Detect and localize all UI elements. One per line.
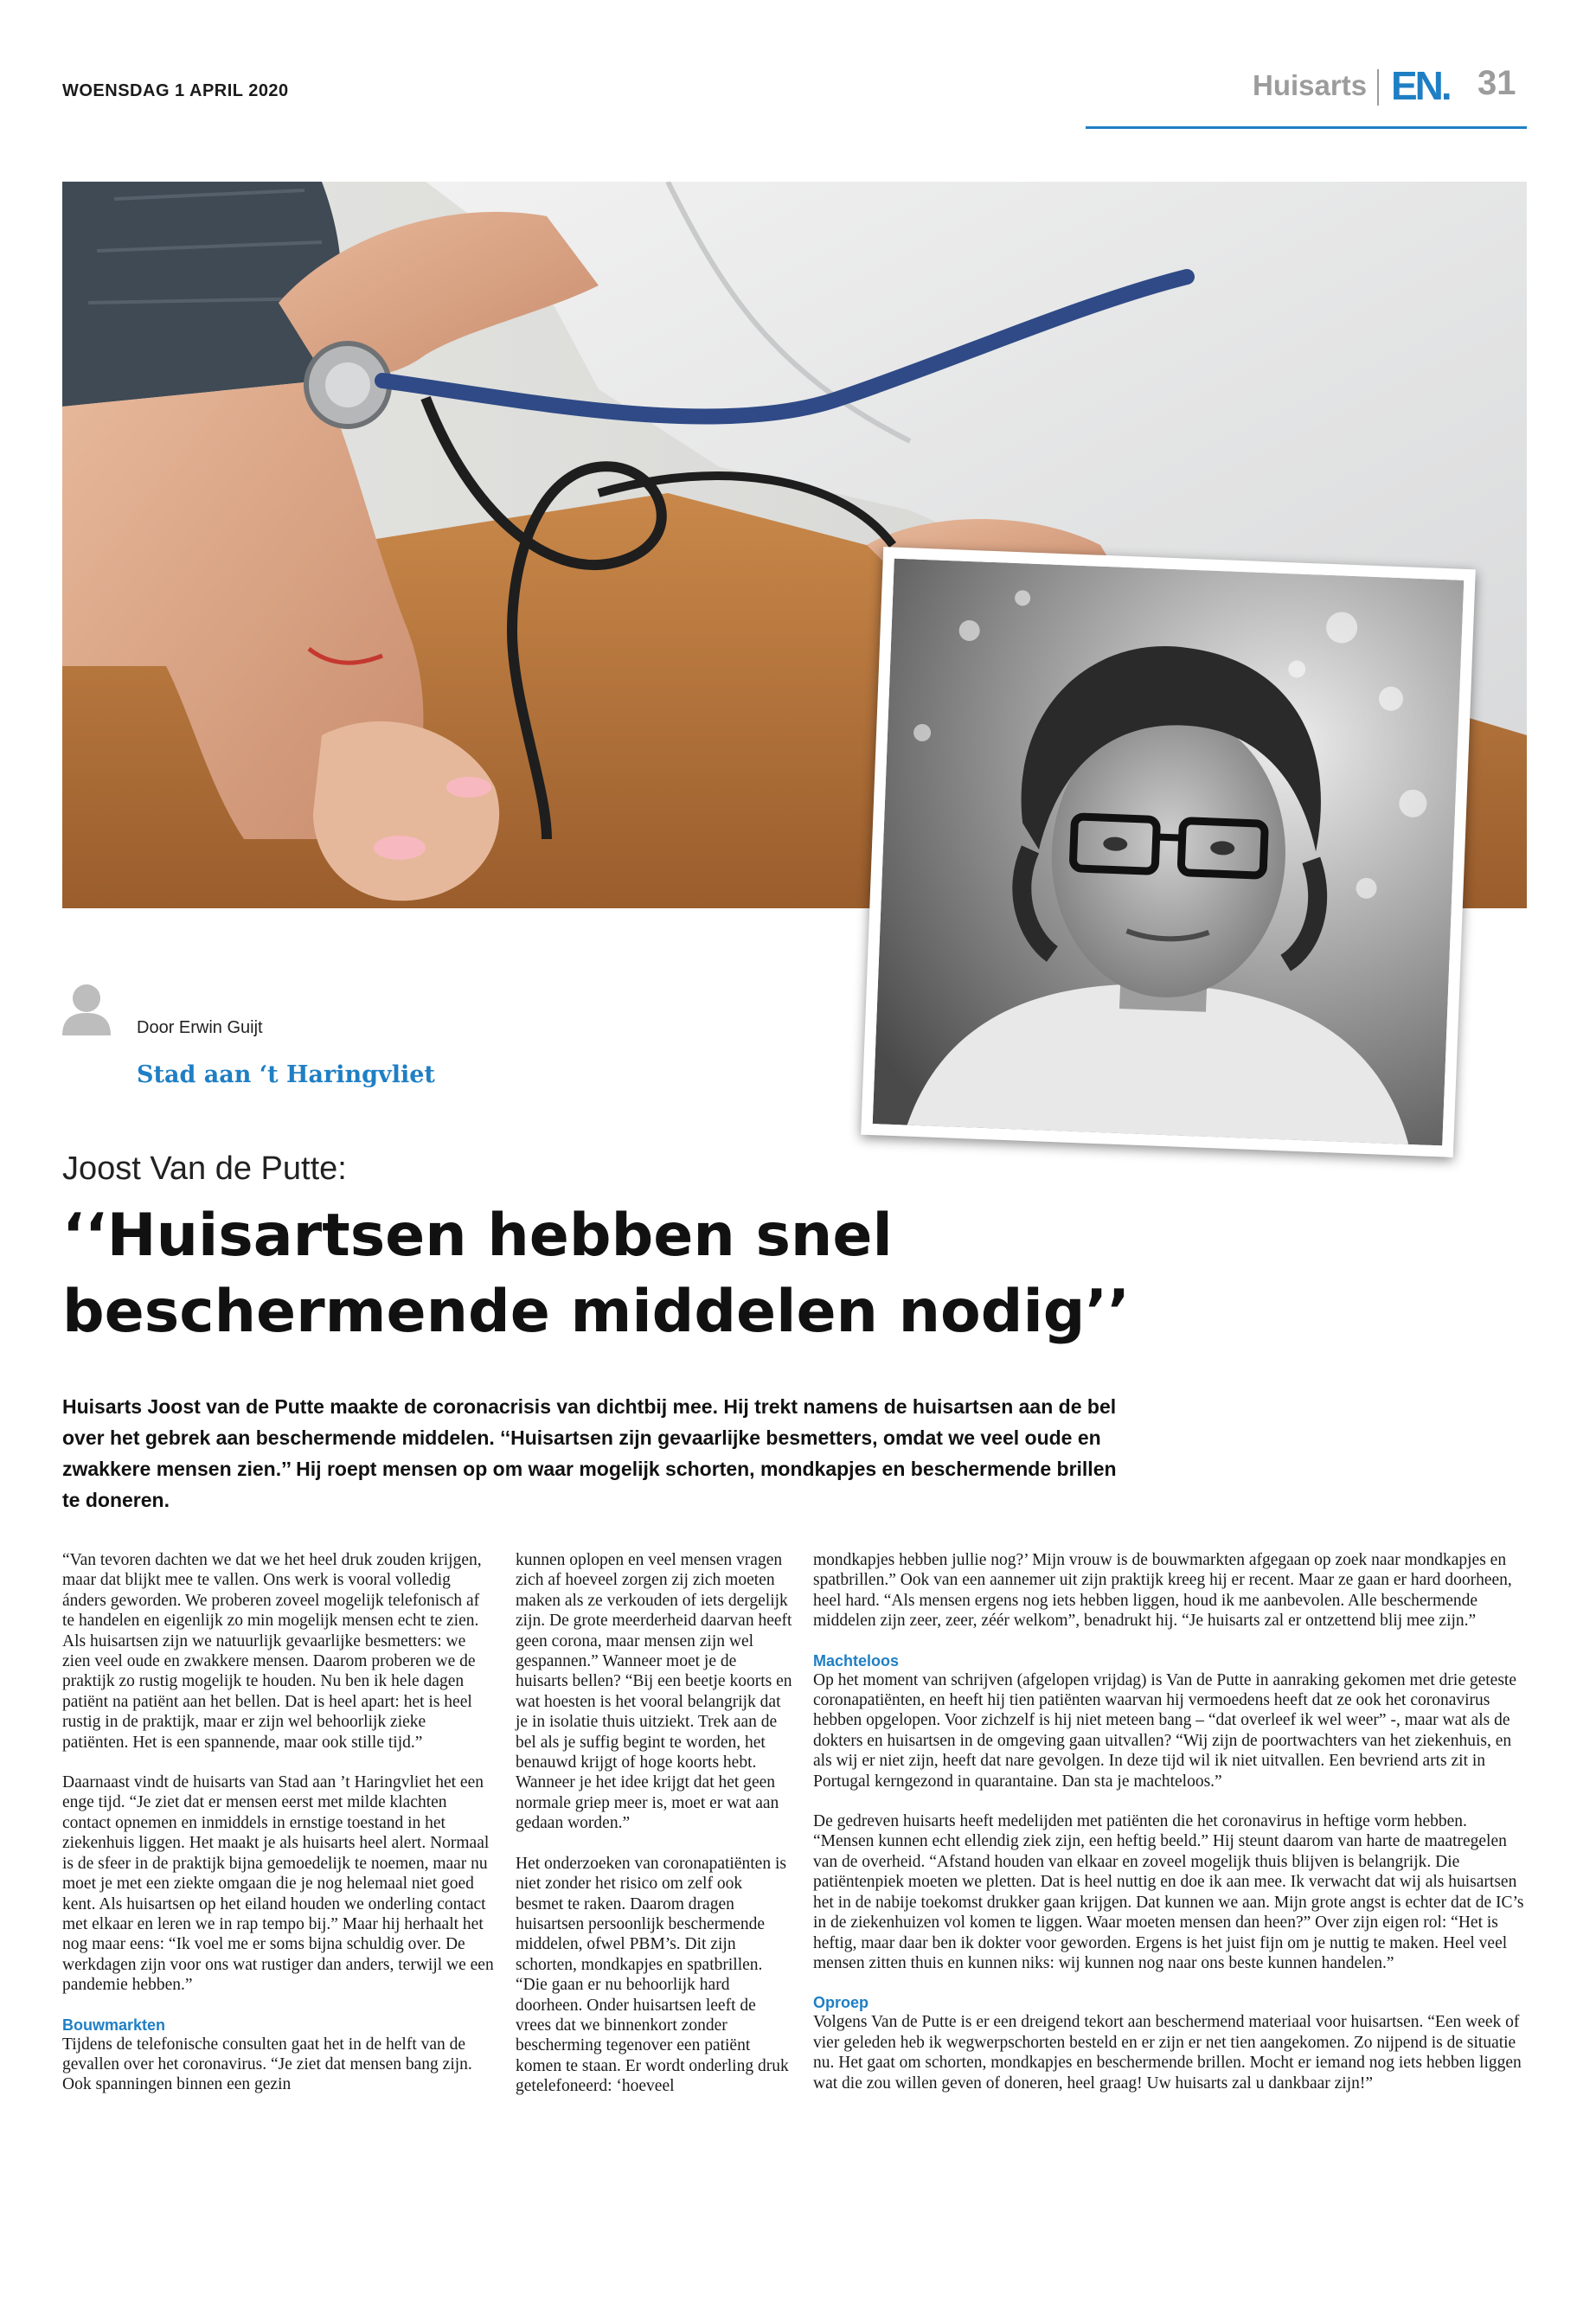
newspaper-logo: EN. <box>1391 63 1450 108</box>
portrait-photo-frame <box>861 547 1476 1157</box>
header-separator <box>1377 69 1379 106</box>
issue-date: WOENSDAG 1 APRIL 2020 <box>62 81 289 100</box>
dateline-location: Stad aan ‘t Haringvliet <box>137 1061 435 1088</box>
paragraph: Volgens Van de Putte is er een dreigend tekort aan beschermend materiaal voor huisartsen. “Een week of vier geleden heb ik wegwerpschorten besteld en er zijn er net tien aangekomen. Zo nijpend is de situatie nu. Het gaat om schorten, mondkapjes en beschermende brillen. Mocht er iemand nog iets hebben liggen wat die zou willen geven of doneren, heel graag! Uw huisarts zal u dankbaar zijn!” <box>813 2013 1522 2093</box>
subheading-oproep: Oproep <box>813 1994 869 2012</box>
paragraph: Daarnaast vindt de huisarts van Stad aan ’t Haringvliet het een enge tijd. “Je ziet dat er mensen eerst met milde klachten contact opnemen en inmiddels in ernstige toestand in het ziekenhuis liggen. Het maakt je als huisarts heel alert. Normaal is de sfeer in de praktijk bijna gemoedelijk te noemen, maar nu moet je met een ziekte omgaan die je nog helemaal niet goed kent. Als huisartsen op het eiland houden we onderling contact met elkaar en leren we in rap tempo bij.” Maar hij herhaalt het nog maar eens: “Ik voel me er soms bijna schuldig over. De werkdagen zijn voor ons wat rustiger dan anders, terwijl we een pandemie hebben.” <box>62 1773 494 1995</box>
paragraph: “Van tevoren dachten we dat we het heel druk zouden krijgen, maar dat blijkt mee te vallen. Ons werk is vooral volledig ánders geworden. We proberen zoveel mogelijk telefonisch af te handelen en eigenlijk zo min mogelijk mensen echt te zien. Als huisartsen zijn we natuurlijk gevaarlijke besmetters: we zien veel oude en zwakkere mensen. Daarom proberen we de praktijk zo rustig mogelijk te houden. Nu ben ik hele dagen patiënt na patiënt aan het bellen. Dat is heel apart: het is heel rustig in de praktijk, maar er zijn wel behoorlijk zieke patiënten. Het is een spannende, maar ook stille tijd.” <box>62 1551 482 1752</box>
paragraph: Tijdens de telefonische consulten gaat het in de helft van de gevallen over het coronavirus. “Je ziet dat mensen bang zijn. Ook spanningen binnen een gezin <box>62 2035 472 2094</box>
author-avatar-icon <box>62 982 111 1035</box>
headline <box>62 1198 1187 1350</box>
section-name: Huisarts <box>1253 69 1368 101</box>
author-byline: Door Erwin Guijt <box>137 1018 263 1037</box>
article-column-2 <box>516 1550 792 2097</box>
headline-line-2: beschermende middelen nodig’’ <box>62 1278 1131 1346</box>
header-rule <box>1086 126 1527 129</box>
headline-line-1: ‘‘Huisartsen hebben snel <box>62 1202 893 1270</box>
paragraph: Op het moment van schrijven (afgelopen vrijdag) is Van de Putte in aanraking gekomen met drie geteste coronapatiënten, en heeft hij tien patiënten waarvan hij vermoedens heeft dat ze ook het coronavirus hebben opgelopen. Voor zichzelf is hij niet meteen bang – “dat overleef ik wel weer” -, maar wat als de dokters en huisartsen in de omgeving gaan uitvallen? “Wij zijn de poortwachters van het ziekenhuis, en als wij er niet zijn, heeft dat nare gevolgen. In deze tijd wil ik niet uitvallen. Een bevriend arts zit in Portugal kerngezond in quarantaine. Dan sta je machteloos.” <box>813 1670 1516 1791</box>
subheading-machteloos: Machteloos <box>813 1651 900 1670</box>
article-column-3 <box>813 1550 1527 2093</box>
subheading-bouwmarkten: Bouwmarkten <box>62 2016 166 2034</box>
article-column-1 <box>62 1550 495 2095</box>
paragraph: Het onderzoeken van coronapatiënten is niet zonder het risico om zelf ook besmet te raken. Daarom dragen huisartsen persoonlijk beschermende middelen, ofwel PBM’s. Dit zijn schorten, mondkapjes en spatbrillen. “Die gaan er nu behoorlijk hard doorheen. Onder huisartsen leeft de vrees dat we binnenkort zonder bescherming tegenover een patiënt komen te staan. Er wordt onderling druk getelefoneerd: ‘hoeveel <box>516 1854 789 2096</box>
headline-kicker: Joost Van de Putte: <box>62 1150 347 1187</box>
portrait-photo-joost <box>873 559 1465 1146</box>
paragraph: mondkapjes hebben jullie nog?’ Mijn vrouw is de bouwmarkten afgegaan op zoek naar mondkapjes en spatbrillen.” Ook van een aannemer uit zijn praktijk kreeg hij er recent. Maar ze gaan er hard doorheen, heel hard. “Als mensen ergens nog iets hebben liggen, houd ik me aanbevolen. Alle beschermende middelen zijn zeer, zeer, zéér welkom”, benadrukt hij. “Je huisarts zal er ontzettend blij mee zijn.” <box>813 1551 1512 1631</box>
article-intro: Huisarts Joost van de Putte maakte de coronacrisis van dichtbij mee. Hij trekt namens de huisartsen aan de bel over het gebrek aan beschermende middelen. ‘‘Huisartsen zijn gevaarlijke besmetters, omdat we veel oude en zwakkere mensen zien.’’ Hij roept mensen op om waar mogelijk schorten, mondkapjes en beschermende brillen te doneren. <box>62 1395 1117 1511</box>
paragraph: kunnen oplopen en veel mensen vragen zich af hoeveel zorgen zij zich moeten maken als ze verkouden of iets dergelijk zijn. De grote meerderheid daarvan heeft geen corona, maar mensen zijn wel gespannen.” Wanneer moet je de huisarts bellen? “Bij een beetje koorts en wat hoesten is het vooral belangrijk dat je in isolatie thuis uitziekt. Trek aan de bel als je suffig begint te worden, het benauwd krijgt of hoge koorts hebt. Wanneer je het idee krijgt dat het geen normale griep meer is, moet er wat aan gedaan worden.” <box>516 1551 792 1833</box>
page-number: 31 <box>1477 64 1516 102</box>
paragraph: De gedreven huisarts heeft medelijden met patiënten die het coronavirus in heftige vorm hebben. “Mensen kunnen echt ellendig ziek zijn, een heftig beeld.” Hij steunt daarom van harte de maatregelen van de overheid. “Afstand houden van elkaar en zoveel mogelijk thuis blijven is belangrijk. Die patiëntenpiek moeten we pletten. Dat is heel nuttig en doe ik aan mee. Ik verwacht dat wij als huisartsen het in de nabije toekomst drukker gaan krijgen. Dat kunnen we aan. Mijn grote angst is echter dat de IC’s in de ziekenhuizen vol komen te liggen. Waar moeten mensen dan heen?” Over zijn eigen rol: “Het is heftig, maar daar ben ik dokter voor geworden. Ergens is het juist fijn om je nuttig te maken. Heel veel mensen zitten thuis en kunnen niks: wij kunnen nog naar ons beste kunnen handelen.” <box>813 1812 1524 1972</box>
